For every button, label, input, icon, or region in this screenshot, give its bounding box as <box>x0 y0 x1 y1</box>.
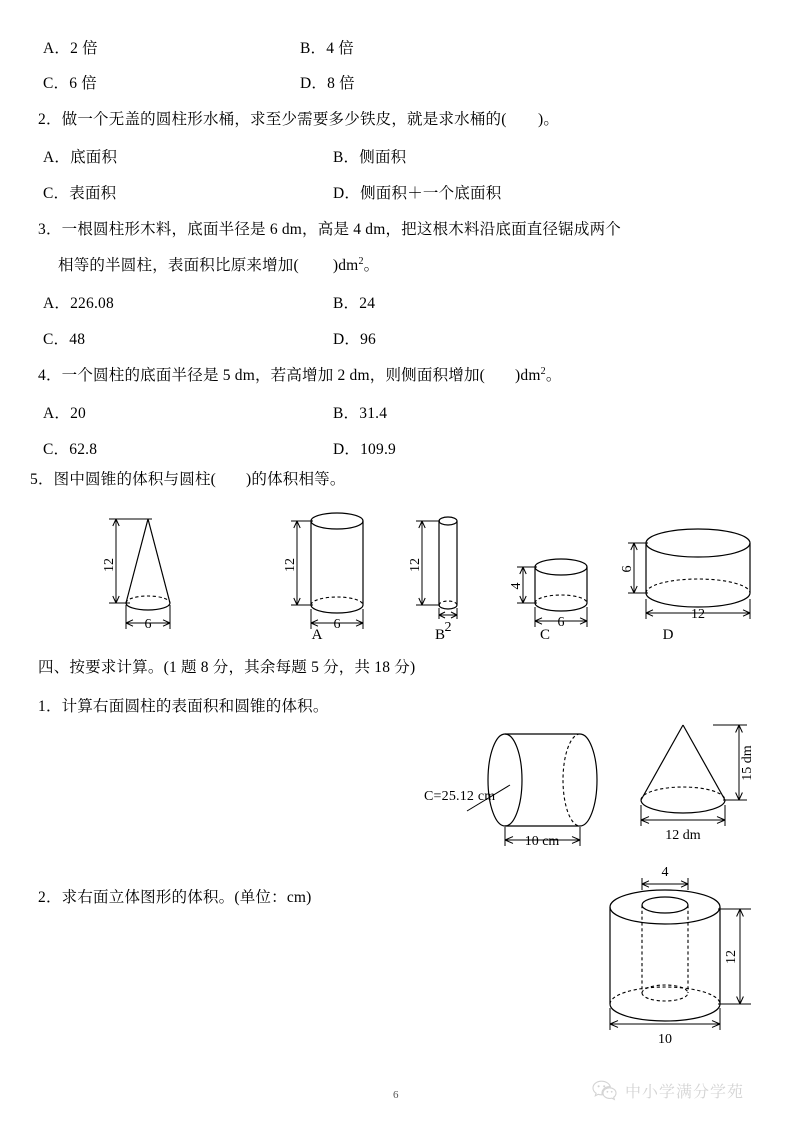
q5-choice-c-height-label: 4 <box>509 582 524 590</box>
q2-option-b: B．侧面积 <box>333 149 407 166</box>
section4-q2-text: 2．求右面立体图形的体积。(单位：cm) <box>38 889 312 906</box>
q5-choice-d-height-label: 6 <box>620 565 635 573</box>
question-3-line2 <box>58 255 380 274</box>
section4-q1-cone-height-label: 15 dm <box>740 745 755 781</box>
q5-cone-diameter-label: 6 <box>144 617 152 632</box>
section4-q2-height-label: 12 <box>724 950 739 964</box>
q1-option-c: C．6 倍 <box>43 75 97 92</box>
q5-choice-a-height-label: 12 <box>283 558 298 572</box>
section4-q1-circumference-label: C=25.12 cm <box>424 789 496 804</box>
q5-choice-b-diameter-label: 2 <box>444 620 452 635</box>
page-number: 6 <box>393 1089 399 1101</box>
q5-choice-d-figure <box>620 505 770 635</box>
q5-choice-a-label: A <box>311 627 323 643</box>
q3-option-c: C．48 <box>43 331 86 348</box>
question-4-text <box>38 365 562 384</box>
q2-option-a: A．底面积 <box>43 149 118 166</box>
q4-option-d: D．109.9 <box>333 441 396 458</box>
q5-choice-d-diameter-label: 12 <box>691 607 705 622</box>
q5-choice-d-label: D <box>662 627 674 643</box>
q5-choice-c-figure <box>505 505 615 635</box>
section4-q1-cylinder-length-label: 10 cm <box>524 834 560 849</box>
section-4-heading: 四、按要求计算。(1 题 8 分，其余每题 5 分，共 18 分) <box>38 659 416 676</box>
watermark-text: 中小学满分学苑 <box>625 1082 745 1101</box>
section4-q2-inner-diameter-label: 4 <box>661 865 669 880</box>
q5-choice-b-label: B <box>434 627 445 643</box>
q5-prompt-pre: 5．图中圆锥的体积与圆柱( <box>30 471 217 488</box>
q4-post: )dm <box>515 367 541 384</box>
q5-cone-height-label: 12 <box>102 558 117 572</box>
q5-choice-a-diameter-label: 6 <box>333 617 341 632</box>
q5-choice-c-label: C <box>539 627 550 643</box>
q1-option-b: B．4 倍 <box>300 40 354 57</box>
q4-end: 。 <box>545 367 562 384</box>
q2-option-d: D．侧面积＋一个底面积 <box>333 185 502 202</box>
section4-q1-cone-diameter-label: 12 dm <box>665 828 701 843</box>
q4-option-a: A．20 <box>43 405 86 422</box>
q4-option-c: C．62.8 <box>43 441 98 458</box>
q5-choice-b-figure <box>400 505 490 635</box>
section4-q1-text: 1．计算右面圆柱的表面积和圆锥的体积。 <box>38 698 329 715</box>
q1-option-a: A．2 倍 <box>43 40 98 57</box>
section4-q1-cone-figure <box>625 713 785 843</box>
q3-option-a: A．226.08 <box>43 295 114 312</box>
q1-option-d: D．8 倍 <box>300 75 355 92</box>
watermark <box>592 1079 744 1102</box>
question-3-line1: 3．一根圆柱形木料，底面半径是 6 dm，高是 4 dm，把这根木料沿底面直径锯成两个 <box>38 221 621 238</box>
section4-q2-outer-diameter-label: 10 <box>658 1032 672 1047</box>
q4-option-b: B．31.4 <box>333 405 388 422</box>
q5-choice-c-diameter-label: 6 <box>557 615 565 630</box>
q5-prompt-post: )的体积相等。 <box>246 471 346 488</box>
q3-line2-pre: 相等的半圆柱，表面积比原来增加( <box>58 257 299 274</box>
q5-choice-a-figure <box>285 505 395 635</box>
q3-line2-end: 。 <box>363 257 380 274</box>
q4-pre: 4．一个圆柱的底面半径是 5 dm，若高增加 2 dm，则侧面积增加( <box>38 367 486 384</box>
wechat-icon <box>592 1080 618 1102</box>
question-5-text <box>30 472 346 488</box>
question-2-text: 2．做一个无盖的圆柱形水桶，求至少需要多少铁皮，就是求水桶的( )。 <box>38 111 560 128</box>
q3-option-d: D．96 <box>333 331 376 348</box>
q5-choice-b-height-label: 12 <box>408 558 423 572</box>
q2-option-c: C．表面积 <box>43 185 117 202</box>
q4-unit-superscript: 2 <box>540 365 546 377</box>
q3-line2-post: )dm <box>332 257 359 274</box>
section4-q2-tube-figure <box>585 862 785 1047</box>
q3-unit-superscript: 2 <box>358 255 364 267</box>
section4-q1-cylinder-figure <box>425 715 625 849</box>
q5-cone-figure <box>100 505 240 635</box>
q3-option-b: B．24 <box>333 295 376 312</box>
